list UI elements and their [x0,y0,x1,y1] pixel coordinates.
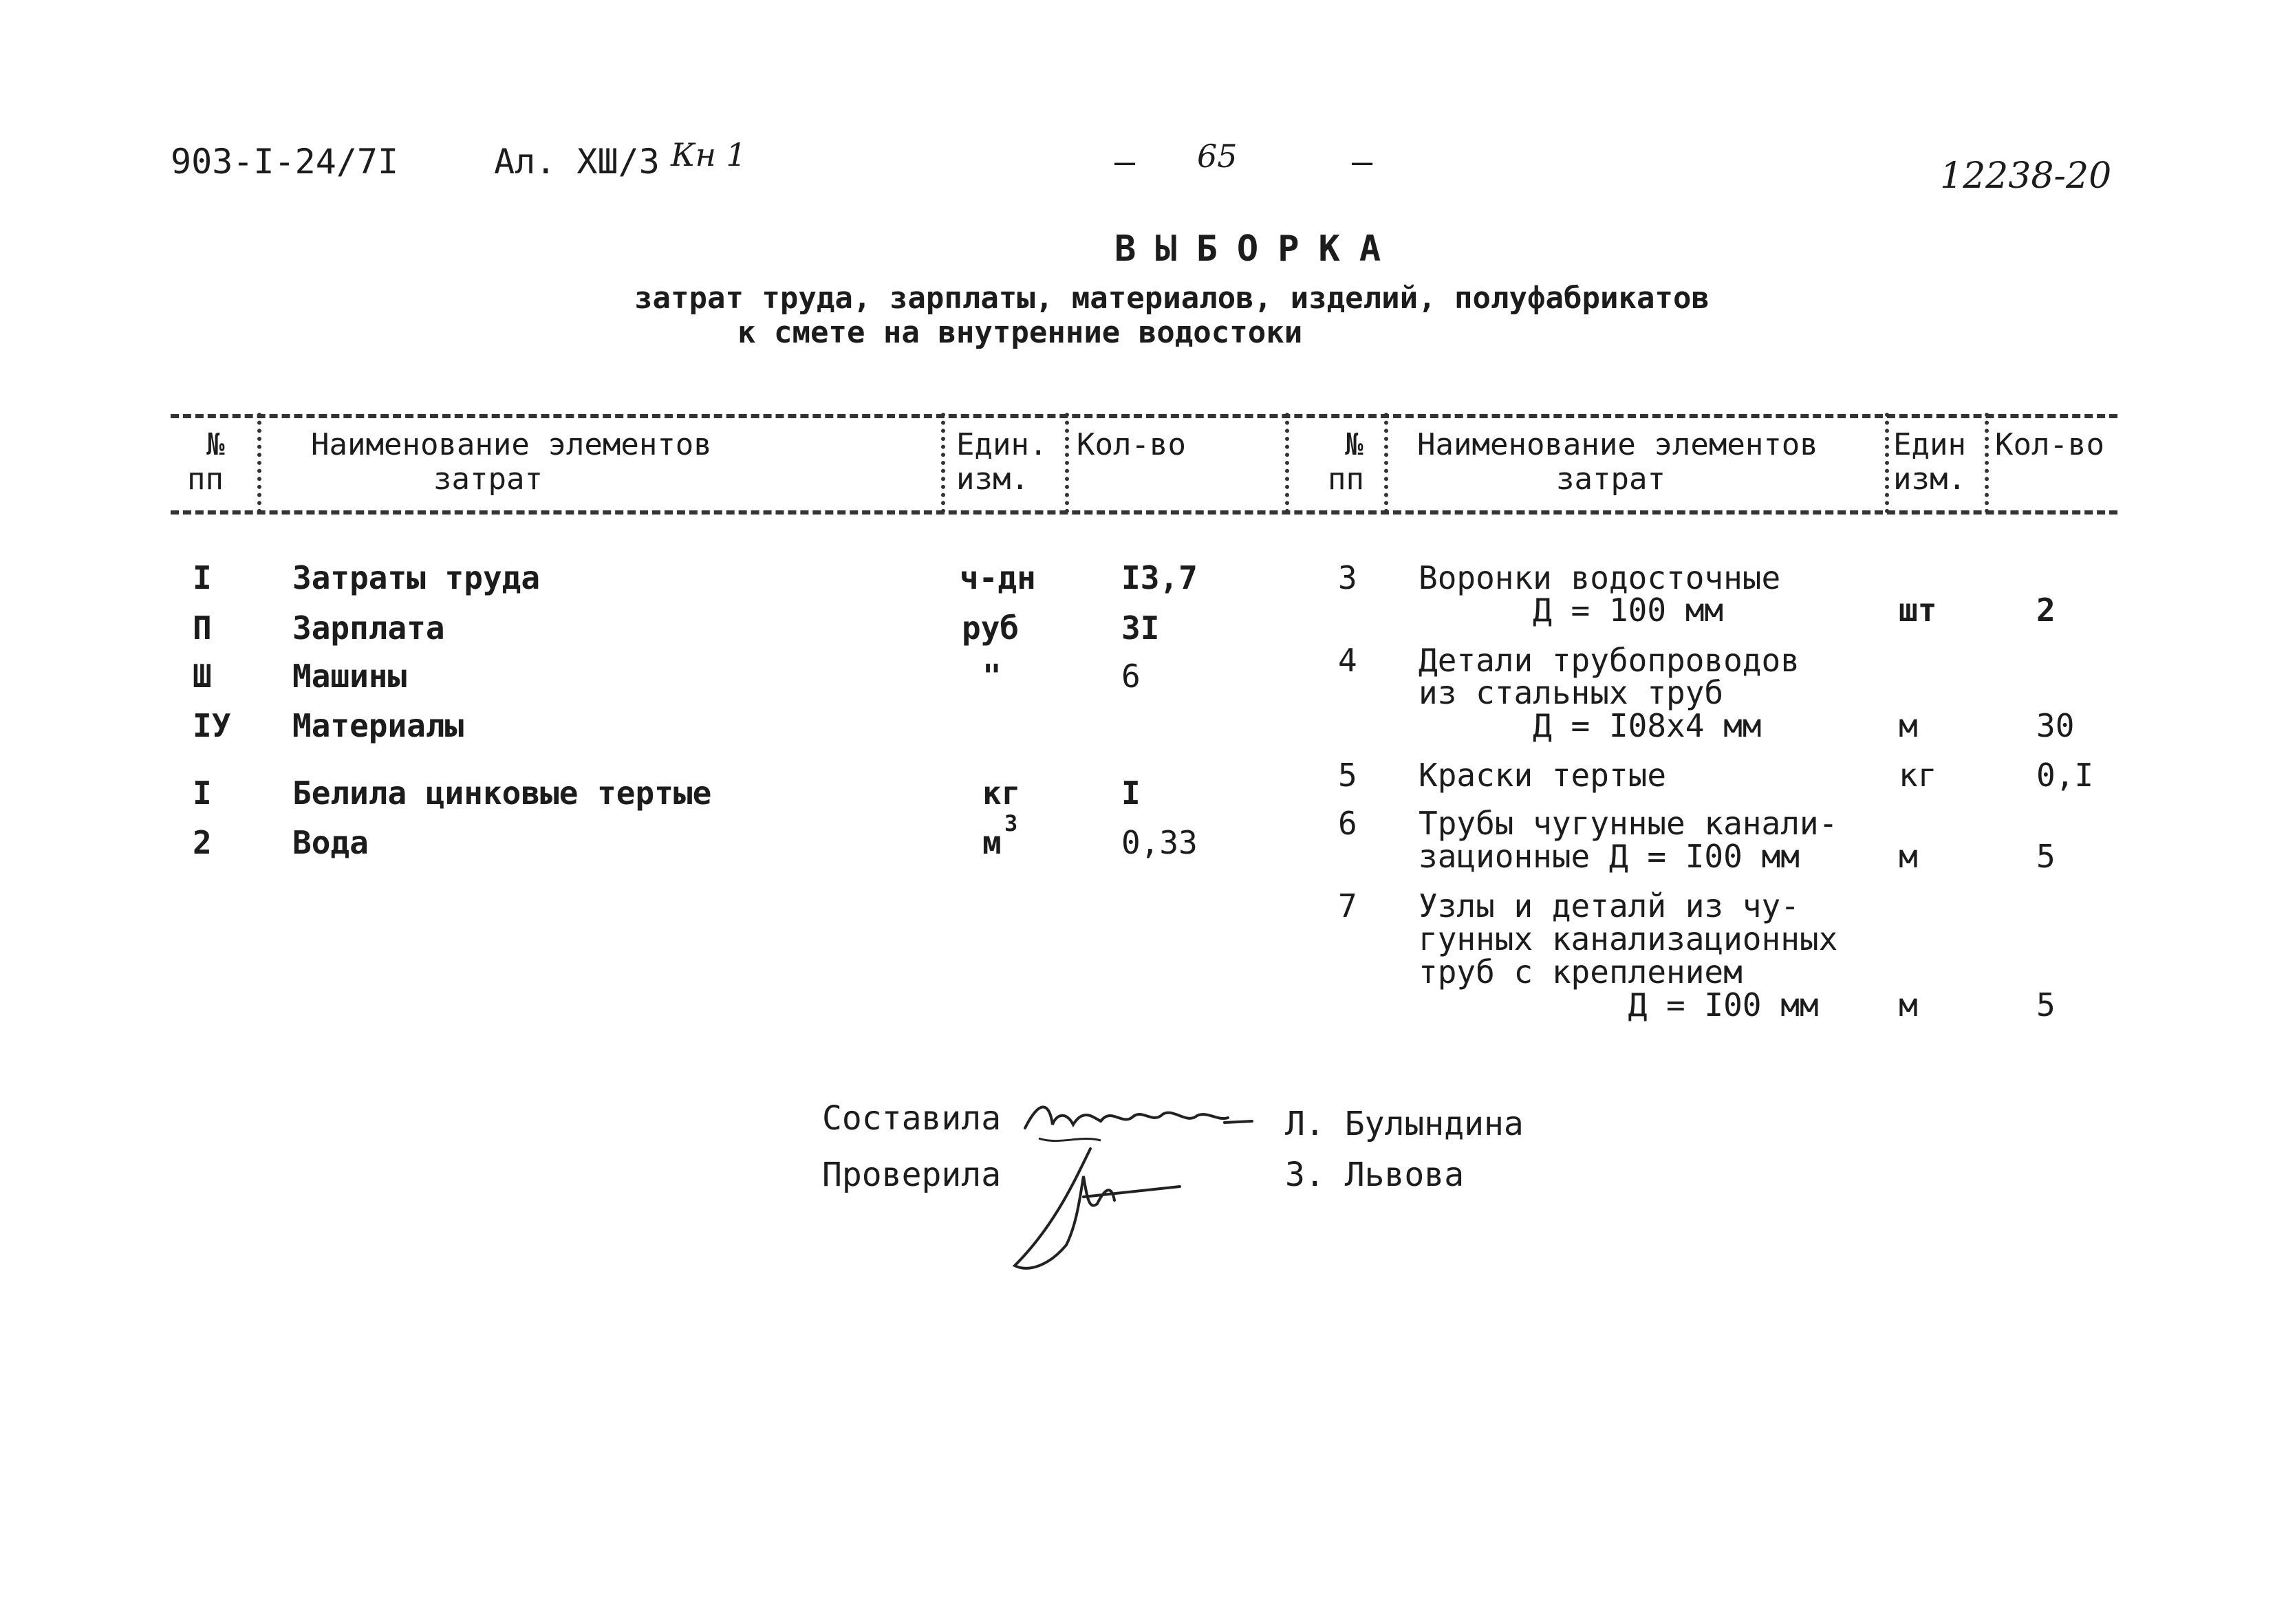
document-title: ВЫБОРКА [1114,228,1401,270]
row-unit: " [982,658,1002,695]
header-num-line1: № [206,427,225,462]
checked-by-name: З. Львова [1285,1156,1465,1194]
row-num: 6 [1338,805,1357,842]
inventory-number: 12238-20 [1940,155,2112,197]
row-name-line: гунных канализационных [1419,920,1838,957]
row-name: Вода [292,824,369,861]
column-divider [1384,413,1388,513]
row-unit-superscript: 3 [1004,810,1018,836]
row-unit: шт [1899,592,1937,629]
row-name-line: Краски тертые [1419,757,1667,794]
document-subtitle-line1: затрат труда, зарплаты, материалов, изделий, полуфабрикатов [634,281,1710,316]
page-dash-left: – [1114,142,1136,182]
row-qty: 0,I [2036,757,2094,794]
row-name: Белила цинковые тертые [292,775,712,812]
row-qty: I [1121,775,1141,812]
row-name: Затраты труда [292,559,541,596]
row-qty: 30 [2036,707,2075,744]
row-name: Материалы [292,707,464,744]
row-num: 3 [1338,559,1357,596]
column-divider [257,413,261,513]
header-num-right-line2: пп [1328,462,1364,497]
row-unit: руб [962,609,1020,647]
header-num-right-line1: № [1345,427,1363,462]
document-subtitle-line2: к смете на внутренние водостоки [737,315,1303,350]
row-num: I [193,559,212,596]
header-unit-line2: изм. [956,462,1029,497]
page-number: 65 [1197,138,1238,175]
book-number-handwritten: Кн 1 [671,136,746,173]
row-name-line: Воронки водосточные [1419,559,1781,596]
row-name-line: зационные Д = I00 мм [1419,838,1800,875]
row-name-line: Д = I00 мм [1419,986,1819,1024]
row-name-line: Трубы чугунные канали- [1419,805,1838,842]
row-unit: кг [982,775,1021,812]
row-unit: кг [1899,757,1937,794]
row-unit: м [982,824,1002,861]
page-dash-right: – [1352,142,1373,182]
row-qty: 2 [2036,592,2056,629]
header-name-right-line1: Наименование элементов [1417,427,1818,462]
column-divider [1885,413,1889,513]
header-num-line2: пп [187,462,224,497]
header-qty: Кол-во [1077,427,1186,462]
compiled-by-name: Л. Булындина [1285,1105,1524,1143]
row-unit: м [1899,707,1918,744]
header-name-line2: затрат [433,462,543,497]
column-divider [1985,413,1989,513]
column-divider [1285,413,1289,513]
row-qty: 0,33 [1121,824,1198,861]
row-name: Машины [292,658,407,695]
row-num: П [193,609,212,647]
header-unit-right-line1: Един [1893,427,1966,462]
row-name-line: Детали трубопроводов [1419,642,1800,679]
row-name-line: труб с креплением [1419,953,1743,990]
row-num: 2 [193,824,212,861]
row-name: Зарплата [292,609,445,647]
row-qty: 5 [2036,986,2056,1024]
row-num: IУ [193,707,231,744]
row-qty: 6 [1121,658,1141,695]
table-header-rule [171,510,2117,515]
row-num: 4 [1338,642,1357,679]
album-number: Ал. XШ/3 [494,142,660,182]
table-top-rule [171,414,2117,418]
row-unit: ч-дн [960,559,1036,596]
row-unit: м [1899,838,1918,875]
header-name-line1: Наименование элементов [311,427,712,462]
row-num: 7 [1338,887,1357,924]
row-num: Ш [193,658,212,695]
row-name-line: Д = I08x4 мм [1419,707,1762,744]
checked-by-label: Проверила [822,1156,1002,1194]
compiled-by-label: Составила [822,1099,1002,1138]
row-qty: I3,7 [1121,559,1198,596]
row-qty: 5 [2036,838,2056,875]
header-qty-right: Кол-во [1995,427,2104,462]
checked-signature-icon [1001,1135,1194,1286]
document-code: 903-I-24/7I [171,142,399,182]
row-num: 5 [1338,757,1357,794]
row-num: I [193,775,212,812]
row-qty: 3I [1121,609,1160,647]
header-unit-line1: Един. [956,427,1048,462]
row-name-line: Д = 100 мм [1419,592,1724,629]
header-name-right-line2: затрат [1556,462,1665,497]
row-unit: м [1899,986,1918,1024]
row-name-line: Узлы и деталй из чу- [1419,887,1800,924]
column-divider [1065,413,1069,513]
header-unit-right-line2: изм. [1893,462,1966,497]
row-name-line: из стальных труб [1419,674,1724,711]
column-divider [941,413,945,513]
